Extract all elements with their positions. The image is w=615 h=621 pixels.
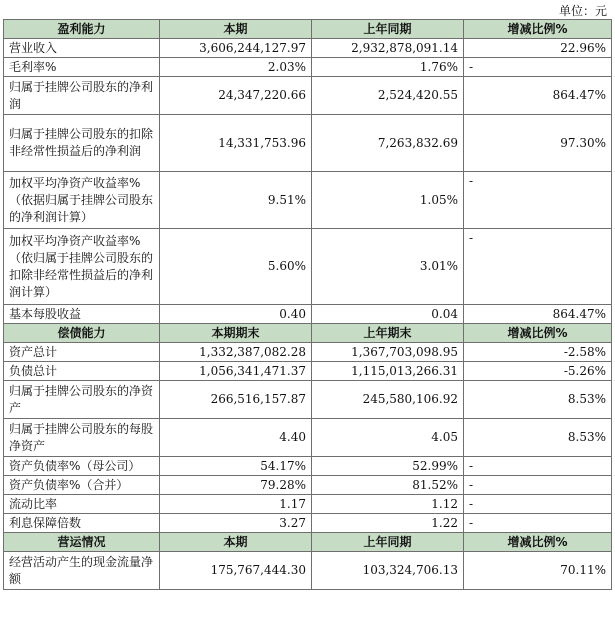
unit-label: 单位：元	[558, 4, 607, 18]
current-value: 3.27	[160, 514, 312, 533]
change-percent: -5.26%	[464, 362, 612, 381]
change-percent: 22.96%	[464, 39, 612, 58]
section-header-row	[4, 20, 612, 39]
change-percent: 864.47%	[464, 305, 612, 324]
prior-value: 52.99%	[312, 457, 464, 476]
change-percent: -	[464, 229, 612, 305]
change-percent: 97.30%	[464, 115, 612, 172]
section-header-cell: 盈利能力	[4, 20, 160, 39]
prior-value: 1.12	[312, 495, 464, 514]
current-value: 1.17	[160, 495, 312, 514]
section-header-cell: 本期	[160, 533, 312, 552]
current-value: 79.28%	[160, 476, 312, 495]
current-value: 1,056,341,471.37	[160, 362, 312, 381]
prior-value: 1.76%	[312, 58, 464, 77]
row-label: 加权平均净资产收益率%（依据归属于挂牌公司股东的净利润计算）	[4, 172, 160, 229]
table-row	[4, 39, 612, 58]
table-row	[4, 115, 612, 172]
prior-value: 0.04	[312, 305, 464, 324]
prior-value: 245,580,106.92	[312, 381, 464, 419]
prior-value: 1.22	[312, 514, 464, 533]
current-value: 0.40	[160, 305, 312, 324]
section-header-cell: 本期	[160, 20, 312, 39]
current-value: 2.03%	[160, 58, 312, 77]
change-percent: -	[464, 514, 612, 533]
row-label: 毛利率%	[4, 58, 160, 77]
table-row	[4, 343, 612, 362]
current-value: 54.17%	[160, 457, 312, 476]
prior-value: 1,115,013,266.31	[312, 362, 464, 381]
section-header-cell: 增减比例%	[464, 324, 612, 343]
change-percent: -	[464, 495, 612, 514]
table-row	[4, 77, 612, 115]
table-row	[4, 514, 612, 533]
row-label: 流动比率	[4, 495, 160, 514]
section-header-cell: 上年同期	[312, 533, 464, 552]
row-label: 归属于挂牌公司股东的扣除非经常性损益后的净利润	[4, 115, 160, 172]
prior-value: 81.52%	[312, 476, 464, 495]
change-percent: -	[464, 457, 612, 476]
section-header-cell: 偿债能力	[4, 324, 160, 343]
row-label: 利息保障倍数	[4, 514, 160, 533]
row-label: 加权平均净资产收益率%（依归属于挂牌公司股东的扣除非经常性损益后的净利润计算）	[4, 229, 160, 305]
table-row	[4, 552, 612, 590]
row-label: 归属于挂牌公司股东的净利润	[4, 77, 160, 115]
row-label: 基本每股收益	[4, 305, 160, 324]
prior-value: 103,324,706.13	[312, 552, 464, 590]
current-value: 9.51%	[160, 172, 312, 229]
current-value: 4.40	[160, 419, 312, 457]
table-row	[4, 381, 612, 419]
change-percent: -	[464, 476, 612, 495]
row-label: 经营活动产生的现金流量净额	[4, 552, 160, 590]
row-label: 归属于挂牌公司股东的净资产	[4, 381, 160, 419]
section-header-row	[4, 324, 612, 343]
prior-value: 1,367,703,098.95	[312, 343, 464, 362]
table-body	[4, 20, 612, 590]
financial-summary-table	[3, 19, 612, 590]
table-row	[4, 58, 612, 77]
current-value: 266,516,157.87	[160, 381, 312, 419]
section-header-cell: 本期期末	[160, 324, 312, 343]
section-header-cell: 营运情况	[4, 533, 160, 552]
current-value: 5.60%	[160, 229, 312, 305]
change-percent: 8.53%	[464, 419, 612, 457]
table-row	[4, 419, 612, 457]
row-label: 资产负债率%（母公司）	[4, 457, 160, 476]
prior-value: 2,932,878,091.14	[312, 39, 464, 58]
change-percent: 70.11%	[464, 552, 612, 590]
prior-value: 2,524,420.55	[312, 77, 464, 115]
row-label: 负债总计	[4, 362, 160, 381]
change-percent: 864.47%	[464, 77, 612, 115]
prior-value: 3.01%	[312, 229, 464, 305]
table-row	[4, 457, 612, 476]
current-value: 1,332,387,082.28	[160, 343, 312, 362]
change-percent: -	[464, 172, 612, 229]
change-percent: 8.53%	[464, 381, 612, 419]
current-value: 3,606,244,127.97	[160, 39, 312, 58]
table-row	[4, 229, 612, 305]
prior-value: 7,263,832.69	[312, 115, 464, 172]
prior-value: 1.05%	[312, 172, 464, 229]
prior-value: 4.05	[312, 419, 464, 457]
current-value: 24,347,220.66	[160, 77, 312, 115]
change-percent: -	[464, 58, 612, 77]
change-percent: -2.58%	[464, 343, 612, 362]
table-row	[4, 495, 612, 514]
table-row	[4, 172, 612, 229]
section-header-cell: 增减比例%	[464, 533, 612, 552]
row-label: 资产负债率%（合并）	[4, 476, 160, 495]
table-row	[4, 362, 612, 381]
row-label: 归属于挂牌公司股东的每股净资产	[4, 419, 160, 457]
row-label: 营业收入	[4, 39, 160, 58]
section-header-cell: 上年同期	[312, 20, 464, 39]
section-header-cell: 增减比例%	[464, 20, 612, 39]
section-header-cell: 上年期末	[312, 324, 464, 343]
current-value: 175,767,444.30	[160, 552, 312, 590]
current-value: 14,331,753.96	[160, 115, 312, 172]
table-row	[4, 305, 612, 324]
table-row	[4, 476, 612, 495]
row-label: 资产总计	[4, 343, 160, 362]
section-header-row	[4, 533, 612, 552]
